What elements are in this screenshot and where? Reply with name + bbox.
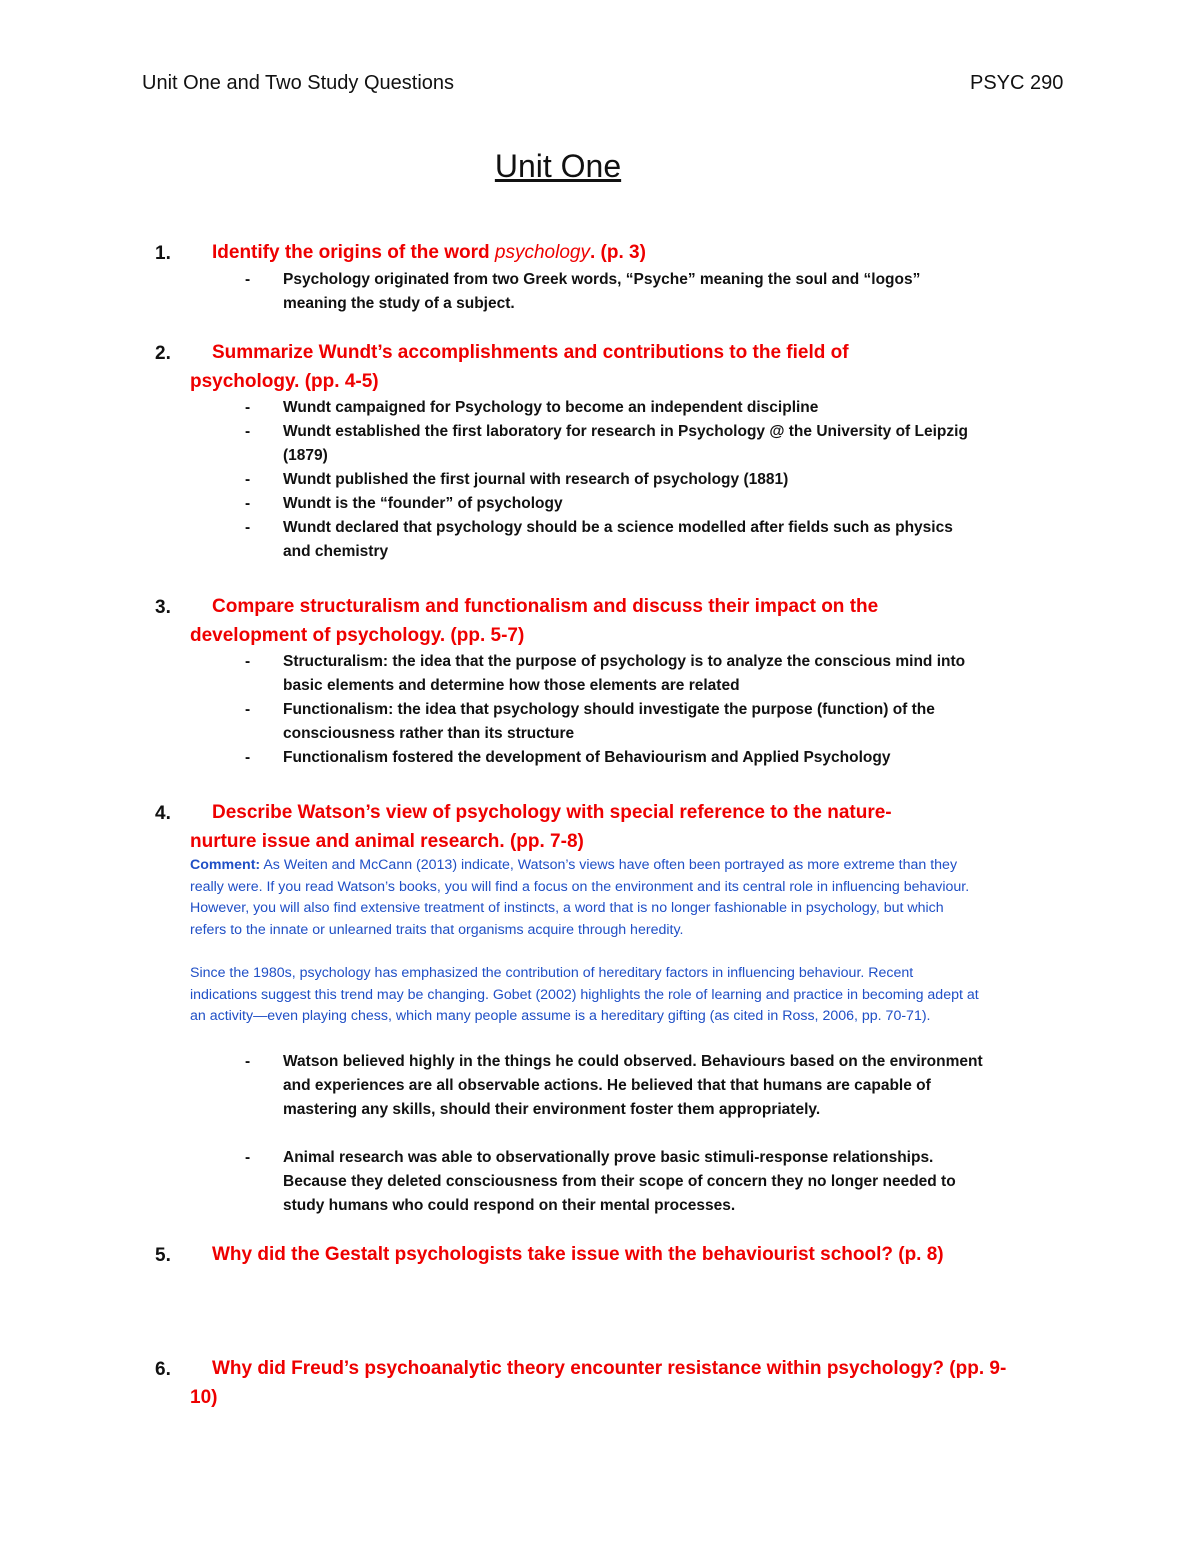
- question-2-bullet-1: [245, 396, 983, 420]
- bullet-text: Wundt campaigned for Psychology to become an independent discipline: [283, 399, 819, 416]
- bullet-text: Watson believed highly in the things he could observed. Behaviours based on the environment and experiences are all observable actions. He believed that that humans are capable of mastering any skills, should their environment foster them appropriately.: [283, 1053, 983, 1118]
- bullet-text: Wundt declared that psychology should be a science modelled after fields such as physics and chemistry: [283, 519, 953, 560]
- question-2-number: 2.: [155, 343, 171, 364]
- bullet-text: Structuralism: the idea that the purpose of psychology is to analyze the conscious mind into basic elements and determine how those elements are related: [283, 653, 966, 694]
- question-4-comment: [190, 855, 980, 941]
- bullet-dash: -: [245, 1053, 251, 1070]
- question-5-number: 5.: [155, 1245, 171, 1266]
- question-4-text: Describe Watson’s view of psychology with special reference to the nature-nurture issue and animal research. (pp. 7-8): [190, 802, 892, 852]
- question-4-bullet-1: [245, 1050, 983, 1122]
- bullet-text: Wundt established the first laboratory for research in Psychology @ the University of Leipzig (1879): [283, 423, 968, 464]
- header-course-code: PSYC 290: [970, 72, 1064, 94]
- bullet-dash: -: [245, 653, 251, 670]
- question-6-text: Why did Freud’s psychoanalytic theory encounter resistance within psychology? (pp. 9-10): [190, 1358, 1007, 1408]
- comment-label: Comment:: [190, 857, 261, 873]
- bullet-text: Functionalism fostered the development of Behaviourism and Applied Psychology: [283, 749, 891, 766]
- question-3-bullet-1: [245, 650, 983, 698]
- question-5-text: Why did the Gestalt psychologists take issue with the behaviourist school? (p. 8): [212, 1244, 944, 1265]
- bullet-text: Wundt published the first journal with research of psychology (1881): [283, 471, 789, 488]
- question-1-text-a: Identify the origins of the word: [212, 242, 495, 263]
- bullet-dash: -: [245, 399, 251, 416]
- question-2-bullet-2: [245, 420, 983, 468]
- question-1-text: [190, 238, 990, 267]
- bullet-dash: -: [245, 423, 251, 440]
- bullet-text: Functionalism: the idea that psychology should investigate the purpose (function) of the consciousness rather than its structure: [283, 701, 935, 742]
- bullet-dash: -: [245, 1149, 251, 1166]
- question-4-number: 4.: [155, 803, 171, 824]
- bullet-dash: -: [245, 701, 251, 718]
- question-2-text: Summarize Wundt’s accomplishments and contributions to the field of psychology. (pp. 4-5): [190, 342, 849, 392]
- question-1-bullet-1: [245, 268, 983, 316]
- question-2-bullet-3: [245, 468, 983, 492]
- bullet-dash: -: [245, 271, 251, 288]
- question-3-number: 3.: [155, 597, 171, 618]
- question-1-number: 1.: [155, 243, 171, 264]
- question-4-bullet-2: [245, 1146, 983, 1218]
- question-6-number: 6.: [155, 1359, 171, 1380]
- bullet-dash: -: [245, 495, 251, 512]
- bullet-text: Wundt is the “founder” of psychology: [283, 495, 563, 512]
- bullet-dash: -: [245, 749, 251, 766]
- question-2-bullet-5: [245, 516, 983, 564]
- bullet-text: Psychology originated from two Greek words, “Psyche” meaning the soul and “logos” meaning the study of a subject.: [283, 271, 921, 312]
- question-1-text-b: . (p. 3): [589, 242, 646, 263]
- question-2-bullet-4: [245, 492, 983, 516]
- comment-paragraph-1: As Weiten and McCann (2013) indicate, Watson’s views have often been portrayed as more extreme than they really were. If you read Watson’s books, you will find a focus on the environment and its central role in influencing behaviour. However, you will also find extensive treatment of instincts, a word that is no longer fashionable in psychology, but which refers to the innate or unlearned traits that organisms acquire through heredity.: [190, 857, 970, 938]
- question-3-text: Compare structuralism and functionalism and discuss their impact on the development of psychology. (pp. 5-7): [190, 596, 879, 646]
- bullet-text: Animal research was able to observationally prove basic stimuli-response relationships. Because they deleted consciousness from their scope of concern they no longer needed to study humans who could respond on their mental processes.: [283, 1149, 956, 1214]
- question-4-comment-2: Since the 1980s, psychology has emphasized the contribution of hereditary factors in influencing behaviour. Recent indications suggest this trend may be changing. Gobet (2002) highlights the role of learning and practice in becoming adept at an activity—even playing chess, which many people assume is a hereditary gifting (as cited in Ross, 2006, pp. 70-71).: [190, 965, 979, 1024]
- question-3-bullet-2: [245, 698, 983, 746]
- header-course-title: Unit One and Two Study Questions: [142, 72, 455, 94]
- bullet-dash: -: [245, 519, 251, 536]
- page-title: Unit One: [494, 148, 622, 184]
- bullet-dash: -: [245, 471, 251, 488]
- question-3-bullet-3: [245, 746, 983, 770]
- question-1-text-em: psychology: [494, 242, 590, 263]
